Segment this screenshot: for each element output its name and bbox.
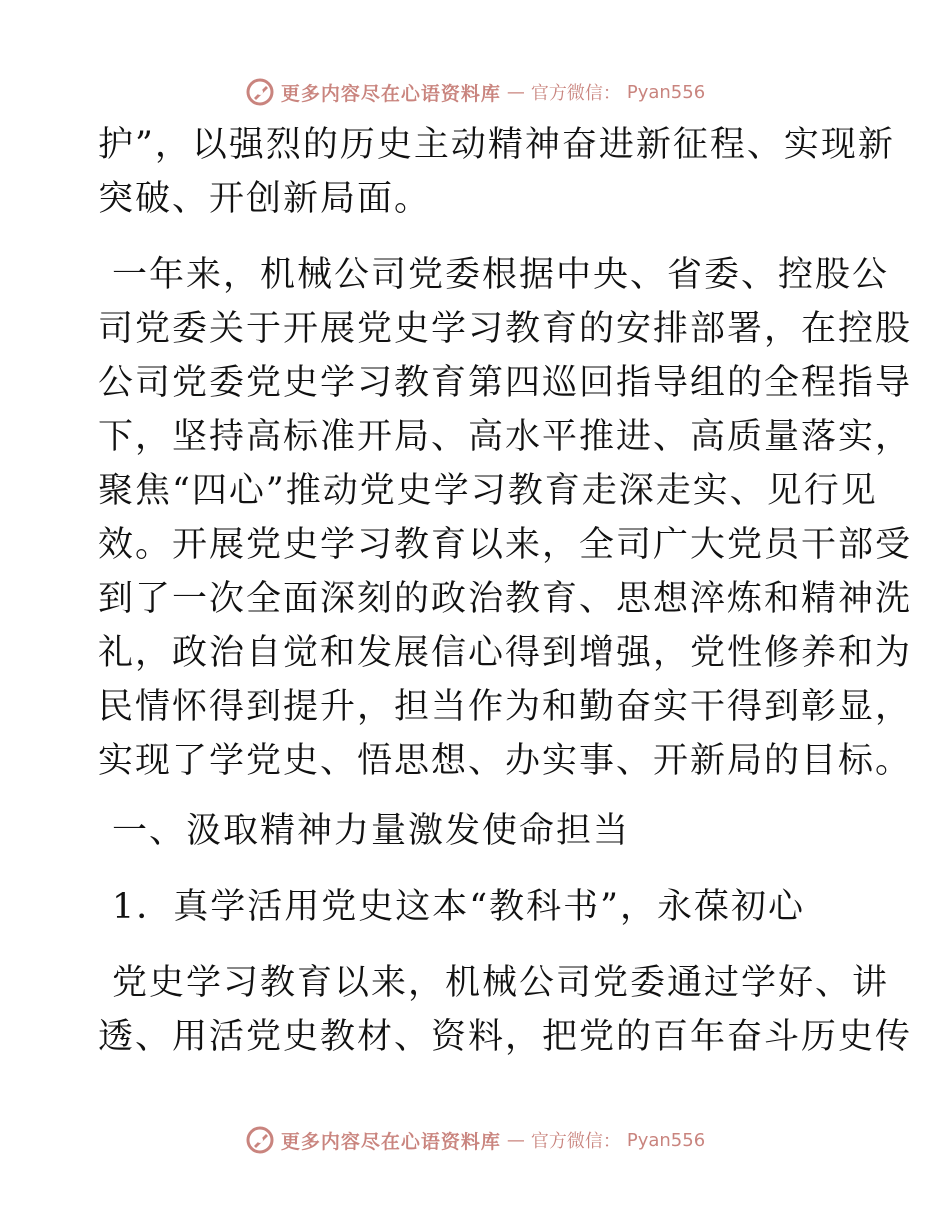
paragraph-continued	[98, 118, 895, 226]
text-line: 司党委关于开展党史学习教育的安排部署，在控股	[98, 309, 913, 349]
text-line: 护”，以强烈的历史主动精神奋进新征程、实现新	[98, 125, 895, 165]
subsection-heading: 1．真学活用党史这本“教科书”，永葆初心	[112, 887, 806, 927]
watermark-id: Pyan556	[626, 81, 706, 103]
text-line: 实现了学党史、悟思想、办实事、开新局的目标。	[98, 741, 913, 781]
watermark-main-text: 更多内容尽在心语资料库	[280, 82, 501, 105]
paragraph-summary	[98, 248, 913, 788]
text-line: 下，坚持高标准开局、高水平推进、高质量落实，	[98, 417, 913, 457]
watermark-main-text: 更多内容尽在心语资料库	[280, 1130, 501, 1153]
watermark-sub-text: 官方微信：	[530, 1131, 621, 1152]
header-watermark	[0, 72, 950, 112]
footer-watermark	[0, 1120, 950, 1160]
text-line: 一年来，机械公司党委根据中央、省委、控股公	[112, 255, 890, 295]
text-line: 民情怀得到提升，担当作为和勤奋实干得到彰显，	[98, 687, 913, 727]
document-body	[98, 118, 913, 1064]
text-line: 突破、开创新局面。	[98, 179, 432, 219]
text-line: 效。开展党史学习教育以来，全司广大党员干部受	[98, 525, 913, 565]
pen-logo-icon	[245, 77, 275, 107]
watermark-dash: —	[506, 81, 525, 103]
text-line: 礼，政治自觉和发展信心得到增强，党性修养和为	[98, 633, 913, 673]
paragraph-study	[98, 956, 913, 1064]
watermark-id: Pyan556	[626, 1129, 706, 1151]
pen-logo-icon	[245, 1125, 275, 1155]
text-line: 透、用活党史教材、资料，把党的百年奋斗历史传	[98, 1017, 913, 1057]
text-line: 到了一次全面深刻的政治教育、思想淬炼和精神洗	[98, 579, 913, 619]
text-line: 公司党委党史学习教育第四巡回指导组的全程指导	[98, 363, 913, 403]
text-line: 聚焦“四心”推动党史学习教育走深走实、见行见	[98, 471, 878, 511]
watermark-sub-text: 官方微信：	[530, 83, 621, 104]
watermark-dash: —	[506, 1129, 525, 1151]
section-heading: 一、汲取精神力量激发使命担当	[112, 811, 631, 851]
text-line: 党史学习教育以来，机械公司党委通过学好、讲	[112, 963, 890, 1003]
